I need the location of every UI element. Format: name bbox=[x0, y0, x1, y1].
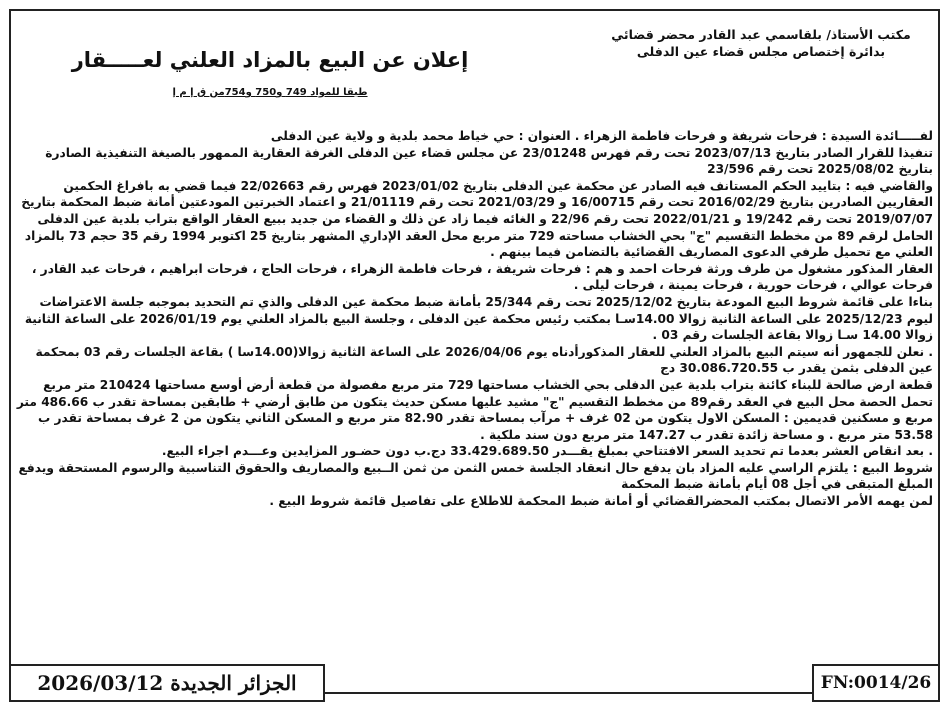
bailiff-office-header bbox=[591, 26, 931, 60]
occupants-paragraph: العقار المذكور مشغول من طرف ورثة فرحات احمد و هم : فرحات شريفة ، فرحات فاطمة الزهراء ، فرحات الحاج ، فرحات ابراهيم ، فرحات عبد القادر ، فرحات عوالي ، فرحات حورية ، فرحات يمينة ، فرحات ليلى . bbox=[31, 261, 933, 293]
newspaper-date-box bbox=[9, 664, 325, 702]
legal-reference: طبقا للمواد 749 و750 و754من ق إ م إ bbox=[172, 87, 368, 98]
property-description-paragraph: قطعة ارض صالحة للبناء كائنة بتراب بلدية عين الدفلى بحي الخشاب مساحتها 729 متر مربع مفصولة من قطعة أرض أوسع مساحتها 210424 متر مربع تحمل الحصة محل البيع في العقد رقم89 من مخطط التقسيم "ج" مشيد عليها مسكن حديث يتكون من طابق أرضي + طابقين بمساحة تقدر ب 486.66 متر مربع و مسكنين قديمين : المسكن الاول يتكون من 02 غرف + مرآب بمساحة تقدر 82.90 متر مربع و المسكن الثاني يتكون من 2 غرف بمساحة تقدر ب 53.58 متر مربع . و مساحة زائدة تقدر ب 147.27 متر مربع دون سند ملكية . bbox=[16, 377, 933, 442]
office-jurisdiction: بدائرة إختصاص مجلس قضاء عين الدفلى bbox=[636, 44, 886, 59]
office-name: مكتب الأستاذ/ بلقاسمي عبد القادر محضر قضائي bbox=[611, 27, 911, 42]
auction-announcement-paragraph: . نعلن للجمهور أنه سيتم البيع بالمزاد العلني للعقار المذكورأدناه يوم 2026/04/06 على الساعة الثانية زوالا(14.00سا ) بقاعة الجلسات رقم 03 بمحكمة عين الدفلى بثمن يقدر ب 30.086.720.55 دج bbox=[35, 344, 933, 376]
beneficiary-paragraph: لفـــــائدة السيدة : فرحات شريفة و فرحات فاطمة الزهراء . العنوان : حي خياط محمد بلدية و ولاية عين الدفلى bbox=[270, 129, 933, 143]
notice-body bbox=[15, 128, 933, 510]
decision-paragraph: تنفيذا للقرار الصادر بتاريخ 2023/07/13 تحت رقم فهرس 23/01248 عن مجلس قضاء عين الدفلى الغرفة العقارية الممهور بالصيغة التنفيذية الصادرة بتاريخ 2025/08/02 تحت رقم 23/596 bbox=[45, 145, 933, 177]
file-number-box bbox=[812, 664, 940, 702]
sale-terms-paragraph: شروط البيع : يلتزم الراسي عليه المزاد بان يدفع حال انعقاد الجلسة خمس الثمن من ثمن الــبيع والمصاريف والحقوق التناسبية والرسوم المستحقة ويدفع المبلغ المتبقى في أجل 08 أيام بأمانة ضبط المحكمة bbox=[18, 460, 933, 492]
contact-paragraph: لمن يهمه الأمر الاتصال بمكتب المحضرالقضائي أو أمانة ضبط المحكمة للاطلاع على تفاصيل قائمة شروط البيع . bbox=[269, 494, 933, 509]
notice-border-bottom bbox=[325, 692, 812, 694]
file-number: FN:0014/26 bbox=[820, 673, 932, 693]
newspaper-date: الجزائر الجديدة 2026/03/12 bbox=[37, 671, 297, 695]
notice-title: إعلان عن البيع بالمزاد العلني لعـــــقار bbox=[71, 48, 469, 72]
conditions-list-paragraph: بناءا على قائمة شروط البيع المودعة بتاريخ 2025/12/02 تحت رقم 25/344 بأمانة ضبط محكمة عين الدفلى والذي تم التحديد بموجبه جلسة الاعتراضات ليوم 2025/12/23 على الساعة الثانية زوالا 14.00سـا بمكتب رئيس محكمة عين الدفلى ، وجلسة البيع بالمزاد العلني يوم 2026/01/19 على الساعة الثانية زوالا 14.00 سـا زوالا بقاعة الجلسات رقم 03 . bbox=[24, 294, 933, 343]
ruling-paragraph: والقاضي فيه : بتاييد الحكم المستانف فيه الصادر عن محكمة عين الدفلى بتاريخ 2023/01/02 فهرس رقم 22/02663 فيما قضي به بافراغ الحكمين العقاريين الصادرين بتاريخ 2016/02/29 تحت رقم 16/00715 و 2021/03/29 تحت رقم 21/01119 و اعتماد الخبرتين المودعتين أمانة ضبط المحكمة بتاريخ 2019/07/07 تحت رقم 19/242 و 2022/01/21 تحت رقم 22/96 و الغائه فيما زاد عن ذلك و القضاء من جديد ببيع العقار الواقع بتراب بلدية عين الدفلى الحامل لرقم 89 من مخطط التقسيم "ج" بحي الخشاب مساحته 729 متر مربع محل العقد الإداري المشهر بتاريخ 25 اكتوبر 1994 رقم 35 حجم 73 بالمزاد العلني مع تحميل طرفي الدعوى المصاريف القضائية بالتضامن فيما بينهم . bbox=[21, 178, 933, 260]
price-reduction-paragraph: . بعد انقاص العشر بعدما تم تحديد السعر الافتتاحي بمبلغ يقـــدر 33.429.689.50 دج.ب دون حضـور المزايدين وعـــدم اجراء البيع. bbox=[161, 444, 933, 459]
